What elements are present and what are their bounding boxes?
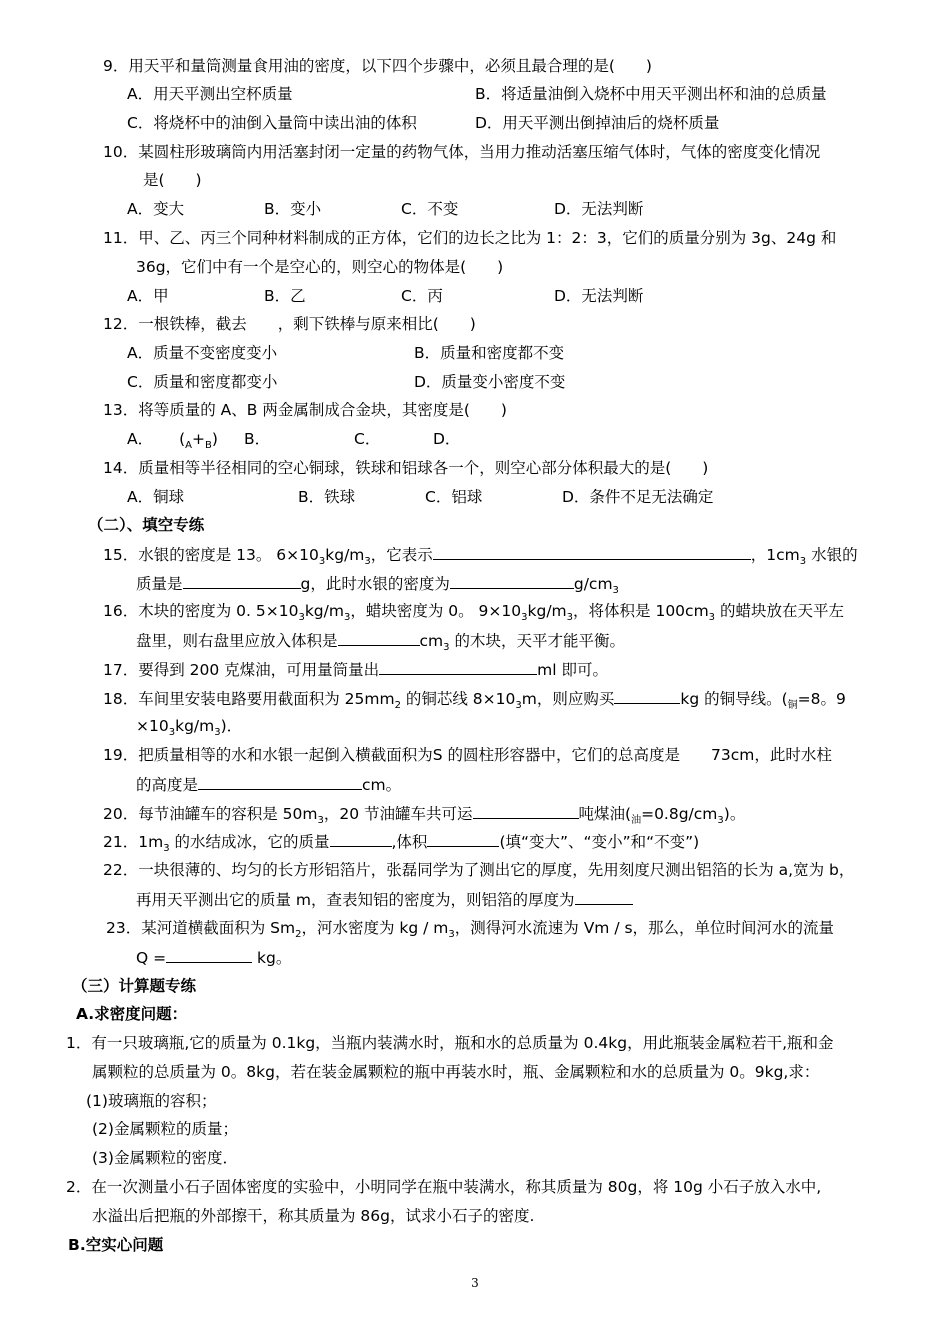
- q11-option-d: D．无法判断: [554, 287, 644, 305]
- q12-option-b: B．质量和密度都不变: [414, 344, 565, 362]
- q12-option-d: D．质量变小密度不变: [414, 373, 566, 391]
- calc2-line1: 2．在一次测量小石子固体密度的实验中，小明同学在瓶中装满水，称其质量为 80g，将 10g 小石子放入水中,: [66, 1178, 822, 1196]
- subsection-hollow-solid-title: B.空实心问题: [68, 1236, 164, 1254]
- q10-option-c: C．不变: [401, 200, 459, 218]
- q11-option-b: B．乙: [264, 287, 306, 305]
- page-number: 3: [471, 1276, 479, 1290]
- section-fill-in-title: （二）、填空专练: [88, 516, 205, 534]
- q11-option-a: A．甲: [127, 287, 169, 305]
- q13-option-d: D．: [433, 430, 461, 448]
- q23-blank: [166, 946, 252, 963]
- q13-option-c: C．: [354, 430, 381, 448]
- q15-line1: 15．水银的密度是 13。 $6\times 10_3kg/m_3$，它表示 ，$1cm_3$ 水银的: [103, 543, 858, 573]
- q15-blank-1: [433, 543, 751, 560]
- q9-option-a: A．用天平测出空杯质量: [127, 85, 293, 103]
- q11-stem-line1: 11．甲、乙、丙三个同种材料制成的正方体，它们的边长之比为 1：2：3，它们的质量分别为 3g、24g 和: [103, 229, 837, 247]
- q21-line: 21．$1m_3$ 的水结成冰，它的质量 ,体积 (填“变大”、“变小”和“不变”): [103, 830, 699, 860]
- q13-stem: 13．将等质量的 A、B 两金属制成合金块，其密度是( ): [103, 401, 507, 419]
- q19-blank: [198, 773, 362, 790]
- q11-option-c: C．丙: [401, 287, 443, 305]
- q12-option-c: C．质量和密度都变小: [127, 373, 278, 391]
- q16-line1: 16．木块的密度为 0. $5\times 10_3kg/m_3$，蜡块密度为 0。 $9\times 10_3kg/m_3$，将体积是 $100cm_3$ 的蜡块放在天平左: [103, 602, 844, 624]
- q20-line: 20．每节油罐车的容积是 $50m_3$，20 节油罐车共可运 吨煤油$(_油=0.8g/cm_3)$。: [103, 802, 745, 832]
- q14-stem: 14．质量相等半径相同的空心铜球，铁球和铝球各一个，则空心部分体积最大的是( ): [103, 459, 709, 477]
- q22-line1: 22．一块很薄的、均匀的长方形铝箔片，张磊同学为了测出它的厚度，先用刻度尺测出铝箔的长为 a,宽为 b，: [103, 861, 855, 879]
- q10-stem-line2: 是( ): [143, 171, 202, 189]
- q18-line2: $\times 10_3kg/m_3$)．: [136, 717, 243, 739]
- q13-option-a: A． $(_A+_B)$: [127, 430, 218, 452]
- q23-line1: 23．某河道横截面积为 $Sm_2$，河水密度为 kg / $m_3$，测得河水流速为 Vm / s，那么，单位时间河水的流量: [106, 919, 835, 941]
- subsection-density-title: A.求密度问题：: [76, 1005, 188, 1023]
- q21-blank-1: [330, 830, 392, 847]
- q14-option-d: D．条件不足无法确定: [562, 488, 714, 506]
- q18-blank: [614, 687, 680, 704]
- q18-line1: 18．车间里安装电路要用截面积为 $25mm_2$ 的铜芯线 $8\times 10_3m$，则应购买 kg 的铜导线。($_铜=8$。9: [103, 687, 846, 717]
- q16-line2: 盘里，则右盘里应放入体积是 $cm_3$ 的木块，天平才能平衡。: [136, 629, 625, 659]
- q22-blank: [575, 888, 633, 905]
- q15-blank-3: [450, 572, 574, 589]
- q19-line1: 19．把质量相等的水和水银一起倒入横截面积为S 的圆柱形容器中，它们的总高度是 73cm，此时水柱: [103, 746, 832, 764]
- section-calculation-title: （三）计算题专练: [72, 977, 197, 995]
- q20-blank: [473, 802, 579, 819]
- q21-blank-2: [427, 830, 499, 847]
- q15-line2: 质量是 g，此时水银的密度为 $g/cm_3$: [136, 572, 619, 602]
- q11-stem-line2: 36g，它们中有一个是空心的，则空心的物体是( ): [136, 258, 504, 276]
- calc1-line2: 属颗粒的总质量为 0。8kg，若在装金属颗粒的瓶中再装水时，瓶、金属颗粒和水的总质量为 0。9kg,求：: [92, 1063, 820, 1081]
- q13-option-b: B．: [244, 430, 271, 448]
- q9-option-c: C．将烧杯中的油倒入量筒中读出油的体积: [127, 114, 417, 132]
- q15-blank-2: [183, 572, 301, 589]
- q9-option-d: D．用天平测出倒掉油后的烧杯质量: [475, 114, 720, 132]
- q22-line2: 再用天平测出它的质量 m，查表知铝的密度为，则铝箔的厚度为: [136, 888, 633, 911]
- q23-line2: Q = kg。: [136, 946, 291, 969]
- q17-line: 17．要得到 200 克煤油，可用量筒量出 ml 即可。: [103, 658, 608, 681]
- q10-option-b: B．变小: [264, 200, 322, 218]
- calc2-line2: 水溢出后把瓶的外部擦干，称其质量为 86g，试求小石子的密度.: [92, 1207, 535, 1225]
- q14-option-c: C．铝球: [425, 488, 483, 506]
- q17-blank: [379, 658, 537, 675]
- q10-option-d: D．无法判断: [554, 200, 644, 218]
- calc1-sub3: (3)金属颗粒的密度．: [92, 1149, 238, 1167]
- q16-blank: [338, 629, 420, 646]
- calc1-line1: 1．有一只玻璃瓶,它的质量为 0.1kg，当瓶内装满水时，瓶和水的总质量为 0.4kg，用此瓶装金属粒若干,瓶和金: [66, 1034, 834, 1052]
- q12-option-a: A．质量不变密度变小: [127, 344, 278, 362]
- q12-stem: 12．一根铁棒，截去 ，剩下铁棒与原来相比( ): [103, 315, 476, 333]
- q10-option-a: A．变大: [127, 200, 185, 218]
- q14-option-b: B．铁球: [298, 488, 356, 506]
- calc1-sub2: (2)金属颗粒的质量；: [92, 1120, 238, 1138]
- q9-stem: 9．用天平和量筒测量食用油的密度，以下四个步骤中，必须且最合理的是( ): [103, 57, 652, 75]
- q10-stem-line1: 10．某圆柱形玻璃筒内用活塞封闭一定量的药物气体，当用力推动活塞压缩气体时，气体的密度变化情况: [103, 143, 821, 161]
- q19-line2: 的高度是 cm。: [136, 773, 401, 796]
- q9-option-b: B．将适量油倒入烧杯中用天平测出杯和油的总质量: [475, 85, 827, 103]
- q14-option-a: A．铜球: [127, 488, 185, 506]
- calc1-sub1: (1)玻璃瓶的容积；: [86, 1092, 217, 1110]
